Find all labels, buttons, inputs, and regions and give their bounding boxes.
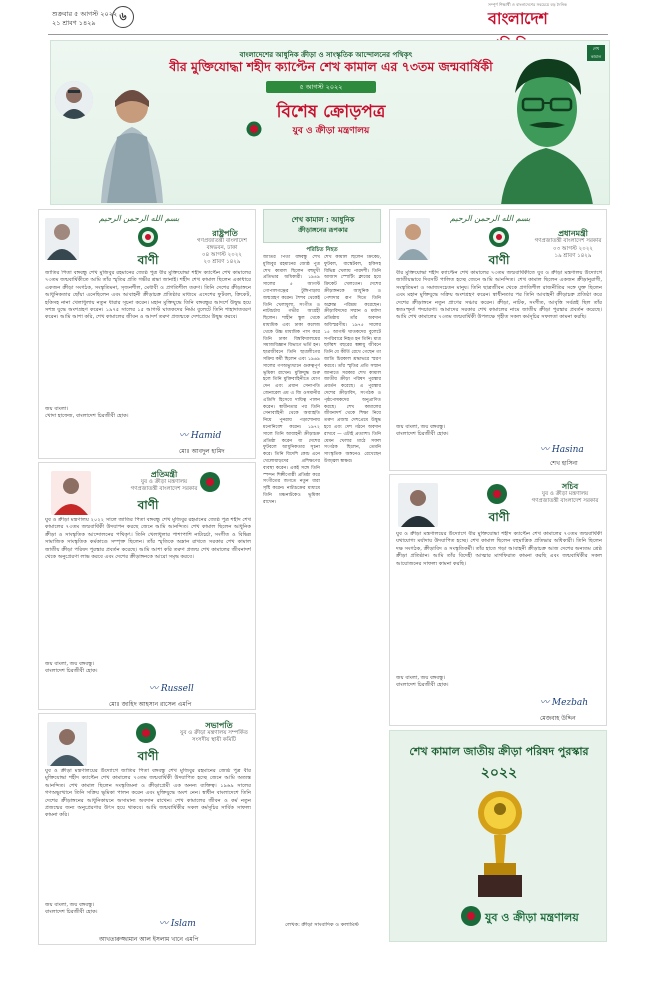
logo-text: বাংলাদেশ: [488, 9, 548, 28]
award-year: ২০২২: [480, 765, 518, 781]
award-title: শেখ কামাল জাতীয় ক্রীড়া পরিষদ পুরস্কার: [409, 745, 589, 758]
minister-heading: বাণী: [137, 498, 159, 512]
president-date: ০৪ আগস্ট ২০২২ ২০ শ্রাবণ ১৪২৯: [202, 252, 242, 265]
secretary-role: সচিব: [561, 482, 579, 491]
president-photo: [45, 218, 79, 260]
supplement-banner: [50, 40, 610, 205]
ministry-emblem-icon: [460, 905, 482, 931]
article-column-2: শেখ কামাল ছিলেন ক্রিকেট, ফুটবল, বাস্কেটবল, হকিসহ বিভিন্ন খেলায় পারদর্শী। তিনি আজাদ স্পোর্টিং ক্লাবের হয়ে ক্রিকেট খেলতেন। দেশের ক্রীড়াঙ্গনকে আধুনিক ও পেশাদার রূপ দিতে তিনি অক্লান্ত পরিশ্রম করেছেন। ক্রীড়াবিদদের সম্মান ও মর্যাদা প্রতিষ্ঠায় তাঁর অবদান অবিস্মরণীয়। ১৯৭৫ সালের ১৫ আগস্ট ঘাতকদের বুলেটে সপরিবারে নিহত হন তিনি। মাত্র ছাব্বিশ বছরের স্বল্পায়ু জীবনে তিনি যে কীর্তি রেখে গেছেন তা জাতি চিরকাল শ্রদ্ধাভরে স্মরণ করবে। তাঁর স্মৃতির প্রতি সম্মান জানাতে সরকার শেখ কামাল জাতীয় ক্রীড়া পরিষদ পুরস্কার প্রবর্তন করেছে। এ পুরস্কার দেশের ক্রীড়াবিদ, সংগঠক ও পৃষ্ঠপোষকদের অনুপ্রাণিত করছে। শেখ কামালের জীবনাদর্শ থেকে শিক্ষা নিয়ে তরুণ প্রজন্ম দেশপ্রেমে উদ্বুদ্ধ হবে এবং দেশ গঠনে অবদান রাখবে — এটাই প্রত্যাশা। তিনি যেমন খেলার মাঠে সফল সংগঠক ছিলেন, তেমনি সাংস্কৃতিক অঙ্গনেও রেখেছেন উজ্জ্বল স্বাক্ষর।: [324, 255, 381, 464]
article-byline: পরিচিত নিহত: [306, 247, 338, 253]
article-header: [263, 209, 381, 243]
secretary-body: যুব ও ক্রীড়া মন্ত্রণালয়ের উদ্যোগে বীর মুক্তিযোদ্ধা শহীদ ক্যাপ্টেন শেখ কামালের ৭৩তম জন্মবার্ষিকী যথাযোগ্য মর্যাদায় উদযাপিত হচ্ছে। শেখ কামাল ছিলেন বহুমাত্রিক প্রতিভার অধিকারী। তিনি ছিলেন দক্ষ সংগঠক, ক্রীড়াবিদ ও সংস্কৃতিকর্মী। তাঁর হাতে গড়া আবাহনী ক্রীড়াচক্র আজ দেশের অন্যতম শ্রেষ্ঠ ক্রীড়া প্রতিষ্ঠান। আমি তাঁর বিদেহী আত্মার মাগফিরাত কামনা করছি এবং জন্মবার্ষিকীর সকল আয়োজনের সাফল্য কামনা করছি।: [396, 531, 602, 567]
masthead-divider: [48, 34, 608, 35]
secretary-message: [389, 474, 607, 726]
pm-date: ০৩ আগস্ট ২০২২ ১৯ শ্রাবণ ১৪২৯: [553, 246, 593, 259]
secretary-heading: বাণী: [488, 510, 510, 524]
secretary-photo: [398, 483, 438, 527]
president-body: জাতির পিতা বঙ্গবন্ধু শেখ মুজিবুর রহমানের জ্যেষ্ঠ পুত্র বীর মুক্তিযোদ্ধা শহীদ ক্যাপ্টেন শেখ কামালের ৭৩তম জন্মবার্ষিকীতে আমি তাঁর স্মৃতির প্রতি গভীর শ্রদ্ধা জানাই। শহীদ শেখ কামাল ছিলেন একাধারে একজন ক্রীড়া সংগঠক, সংস্কৃতিমনা, সৃজনশীল, মেধাবী ও প্রগতিশীল তরুণ। তিনি দেশের ক্রীড়াঙ্গনে আধুনিকতার ছোঁয়া এনেছিলেন এবং আবাহনী ক্রীড়াচক্র প্রতিষ্ঠার মাধ্যমে এদেশের ফুটবল, ক্রিকেট, হকিসহ নানা খেলাধুলায় নতুন ধারার সূচনা করেন। মহান মুক্তিযুদ্ধে তিনি বঙ্গবন্ধুর আদর্শে উদ্বুদ্ধ হয়ে সশস্ত্র যুদ্ধে অংশগ্রহণ করেন। ১৯৭৫ সালের ১৫ আগস্ট ঘাতকদের নির্মম বুলেটে তিনি শাহাদাতবরণ করেন। আমি আশা করি, শেখ কামালের জীবন ও আদর্শ তরুণ প্রজন্মকে দেশপ্রেমে উদ্বুদ্ধ করবে।: [45, 270, 251, 321]
article-title-line2: ক্রীড়াঙ্গনের রূপকার: [298, 226, 348, 234]
president-closing: জয় বাংলা। খোদা হাফেজ, বাংলাদেশ চিরজীবী হোক।: [45, 406, 129, 420]
president-calligraphy: بسم الله الرحمن الرحيم: [99, 214, 180, 223]
pm-signature: 〰 Hasina: [540, 445, 584, 455]
president-role: রাষ্ট্রপতি: [212, 229, 238, 238]
page-number: ৬: [112, 6, 134, 28]
president-subrole: গণপ্রজাতন্ত্রী বাংলাদেশ বঙ্গভবন, ঢাকা: [197, 238, 247, 251]
banner-subtitle: বাংলাদেশের আধুনিক ক্রীড়া ও সাংস্কৃতিক আন্দোলনের পথিকৃৎ: [239, 51, 413, 59]
minister-body: যুব ও ক্রীড়া মন্ত্রণালয় ২০২২ সালে জাতির পিতা বঙ্গবন্ধু শেখ মুজিবুর রহমানের জ্যেষ্ঠ পুত্র শহীদ শেখ কামালের ৭৩তম জন্মবার্ষিকী উদযাপন করছে জেনে আমি আনন্দিত। শেখ কামাল ছিলেন আধুনিক ক্রীড়া ও সাংস্কৃতিক আন্দোলনের পথিকৃৎ। তিনি খেলাধুলার পাশাপাশি নাট্যচর্চা, সংগীত ও বিভিন্ন সামাজিক সাংস্কৃতিক কর্মকাণ্ডে সম্পৃক্ত ছিলেন। তাঁর স্মৃতিকে অম্লান রাখতে সরকার শেখ কামাল জাতীয় ক্রীড়া পরিষদ পুরস্কার প্রবর্তন করেছে। আমি আশা করি তরুণ প্রজন্ম শেখ কামালের জীবনাদর্শ থেকে অনুপ্রেরণা লাভ করবে এবং দেশের ক্রীড়াঙ্গনকে আরো সমৃদ্ধ করবে।: [45, 517, 251, 561]
chairman-closing: জয় বাংলা, জয় বঙ্গবন্ধু। বাংলাদেশ চিরজীবী হোক।: [45, 902, 98, 916]
secretary-signatory: মেজবাহ উদ্দিন: [540, 715, 576, 722]
minister-photo: [51, 471, 91, 515]
president-portrait: [55, 81, 93, 119]
chairman-message: [38, 713, 256, 945]
pm-portrait: [97, 77, 167, 203]
chairman-signature: 〰 Islam: [159, 919, 196, 929]
pm-seal-icon: [488, 226, 510, 252]
chairman-seal-icon: [135, 722, 157, 748]
newspaper-logo: [488, 2, 598, 30]
chairman-role: সভাপতি: [205, 721, 233, 730]
president-signatory: মোঃ আবদুল হামিদ: [179, 448, 225, 455]
logo-tagline: সম্পূর্ণ শিক্ষার্থী ও বাংলাদেশের সবচেয়ে বড় দৈনিক: [488, 2, 567, 7]
banner-title: বীর মুক্তিযোদ্ধা শহীদ ক্যাপ্টেন শেখ কামাল এর ৭৩তম জন্মবার্ষিকী: [169, 59, 493, 74]
chairman-signatory: আখতারুজ্জামান আল ইসলাম খানে এমপি: [99, 936, 199, 943]
article-column-1: জাতির পিতা বঙ্গবন্ধু শেখ মুজিবুর রহমানের জ্যেষ্ঠ পুত্র শেখ কামাল ছিলেন বহুমুখী প্রতিভার অধিকারী। ১৯৪৯ সালের ৫ আগস্ট গোপালগঞ্জের টুঙ্গিপাড়ায় জন্মগ্রহণ করেন। শৈশব থেকেই তিনি খেলাধুলা, সংগীত ও নাট্যচর্চায় গভীর আগ্রহী ছিলেন। শাহীন স্কুল থেকে মাধ্যমিক এবং ঢাকা কলেজ থেকে উচ্চ মাধ্যমিক পাস করে তিনি ঢাকা বিশ্ববিদ্যালয়ের সমাজবিজ্ঞান বিভাগে ভর্তি হন। ছাত্রজীবনে তিনি ছাত্রলীগের সক্রিয় কর্মী ছিলেন এবং ১৯৬৯ সালের গণঅভ্যুত্থানে গুরুত্বপূর্ণ ভূমিকা রাখেন। মুক্তিযুদ্ধ শুরু হলে তিনি মুক্তিবাহিনীতে যোগ দেন এবং প্রধান সেনাপতি জেনারেল এম এ জি ওসমানীর এডিসি হিসেবে দায়িত্ব পালন করেন। স্বাধীনতার পর তিনি সেনাবাহিনী থেকে অব্যাহতি নিয়ে পুনরায় পড়াশোনায় মনোনিবেশ করেন। ১৯৭২ সালে তিনি আবাহনী ক্রীড়াচক্র প্রতিষ্ঠা করেন যা দেশের ফুটবলে আধুনিকতার সূচনা করে। তিনি বিদেশি কোচ এনে খেলোয়াড়দের প্রশিক্ষণের ব্যবস্থা করেন। একই সঙ্গে তিনি স্পন্দন শিল্পীগোষ্ঠী প্রতিষ্ঠা করে সংগীতের জগতে নতুন ধারা সৃষ্টি করেন। নাট্যচক্রের মাধ্যমে তিনি মঞ্চনাটকেও ভূমিকা রাখেন।: [263, 255, 320, 505]
minister-role: প্রতিমন্ত্রী: [150, 470, 178, 479]
pm-subrole: গণপ্রজাতন্ত্রী বাংলাদেশ সরকার: [534, 238, 602, 244]
secretary-signature: 〰 Mezbah: [540, 698, 589, 708]
pm-message: [389, 209, 607, 471]
secretary-seal-icon: [486, 483, 508, 509]
date-line-bengali: ২১ শ্রাবণ ১৪২৯: [52, 19, 96, 27]
date-line-gregorian: শুক্রবার ৫ আগস্ট ২০২২: [52, 10, 118, 18]
president-message: [38, 209, 256, 459]
issue-date: [52, 10, 117, 28]
minister-signatory: মোঃ জাহিদ আহসান রাসেল এমপি: [109, 701, 192, 708]
special-supplement-title: বিশেষ ক্রোড়পত্র: [276, 102, 386, 122]
banner-ministry: যুব ও ক্রীড়া মন্ত্রণালয়: [292, 126, 370, 136]
minister-seal-icon: [199, 471, 221, 497]
pm-photo: [396, 218, 430, 260]
government-emblem-icon: [246, 121, 262, 137]
minister-closing: জয় বাংলা, জয় বঙ্গবন্ধু। বাংলাদেশ চিরজীবী হোক।: [45, 661, 98, 675]
president-seal-icon: [137, 226, 159, 252]
pm-signatory: শেখ হাসিনা: [550, 460, 578, 467]
minister-message: [38, 462, 256, 710]
pm-calligraphy: بسم الله الرحمن الرحيم: [450, 214, 531, 223]
president-signature: 〰 Hamid: [179, 431, 222, 441]
masthead: [0, 0, 650, 38]
banner-date: ৫ আগস্ট ২০২২: [266, 81, 376, 93]
secretary-closing: জয় বাংলা, জয় বঙ্গবন্ধু। বাংলাদেশ চিরজীবী হোক।: [396, 675, 449, 689]
trophy-icon: [468, 783, 532, 903]
minister-signature: 〰 Russell: [149, 684, 194, 694]
sheikh-kamal-illustration: [481, 43, 610, 205]
article-title: শেখ কামাল : আধুনিক: [291, 216, 355, 224]
chairman-body: যুব ও ক্রীড়া মন্ত্রণালয়ের উদ্যোগে জাতির পিতা বঙ্গবন্ধু শেখ মুজিবুর রহমানের জ্যেষ্ঠ পুত্র বীর মুক্তিযোদ্ধা শহীদ ক্যাপ্টেন শেখ কামালের ৭৩তম জন্মবার্ষিকী উদযাপিত হচ্ছে জেনে আমি অত্যন্ত আনন্দিত। শেখ কামাল ছিলেন সংস্কৃতিমনা ও ক্রীড়াপ্রেমী এক অনন্য ব্যক্তিত্ব। ১৯৬৯ সালের গণঅভ্যুত্থানে তিনি সক্রিয় ভূমিকা পালন করেন এবং মুক্তিযুদ্ধে অংশ নেন। স্বাধীন বাংলাদেশে তিনি দেশের ক্রীড়াঙ্গনের আধুনিকায়নে অসামান্য অবদান রাখেন। শেখ কামালের জীবন ও কর্ম নতুন প্রজন্মের জন্য অনুপ্রেরণার উৎস হয়ে থাকবে। আমি জন্মবার্ষিকীর সকল কর্মসূচির সার্বিক সাফল্য কামনা করি।: [45, 768, 251, 819]
chairman-subrole: যুব ও ক্রীড়া মন্ত্রণালয় সম্পর্কিত সংসদীয় স্থায়ী কমিটি: [180, 730, 248, 743]
chairman-heading: বাণী: [137, 749, 159, 763]
pm-role: প্রধানমন্ত্রী: [558, 229, 588, 238]
chairman-photo: [47, 722, 87, 766]
banner-tag: শেখ কামাল: [587, 45, 605, 61]
award-ministry: যুব ও ক্রীড়া মন্ত্রণালয়: [485, 911, 579, 924]
pm-heading: বাণী: [488, 253, 510, 267]
award-advertisement: [389, 730, 607, 942]
minister-subrole: যুব ও ক্রীড়া মন্ত্রণালয় গণপ্রজাতন্ত্রী বাংলাদেশ সরকার: [130, 479, 198, 492]
pm-body: বীর মুক্তিযোদ্ধা শহীদ ক্যাপ্টেন শেখ কামালের ৭৩তম জন্মবার্ষিকীতে যুব ও ক্রীড়া মন্ত্রণালয় উদ্যোগে জাতীয়ভাবে দিবসটি পালিত হচ্ছে জেনে আমি আনন্দিত। শেখ কামাল ছিলেন একজন ক্রীড়ানুরাগী, সংস্কৃতিমনা ও সমাজসচেতন মানুষ। তিনি ছাত্রজীবন থেকে প্রগতিশীল রাজনীতির সঙ্গে যুক্ত ছিলেন এবং মহান মুক্তিযুদ্ধে সক্রিয় অংশগ্রহণ করেন। স্বাধীনতার পর তিনি আবাহনী ক্রীড়াচক্র প্রতিষ্ঠা করে দেশের ক্রীড়াঙ্গনে নতুন প্রাণের সঞ্চার করেন। ক্রীড়া, নাটক, সংগীত, আবৃত্তি সর্বত্রই ছিল তাঁর স্বতঃস্ফূর্ত পদচারণা। আমাদের সরকার শেখ কামালের নামে জাতীয় ক্রীড়া পুরস্কার প্রবর্তন করেছে। আমি শেখ কামালের ৭৩তম জন্মবার্ষিকী উপলক্ষে গৃহীত সকল কর্মসূচির সফলতা কামনা করছি।: [396, 270, 602, 321]
article-footer: লেখক: ক্রীড়া সাংবাদিক ও কলামিস্ট: [285, 922, 359, 928]
president-heading: বাণী: [137, 253, 159, 267]
pm-closing: জয় বাংলা, জয় বঙ্গবন্ধু। বাংলাদেশ চিরজীবী হোক।: [396, 424, 449, 438]
secretary-subrole: যুব ও ক্রীড়া মন্ত্রণালয় গণপ্রজাতন্ত্রী বাংলাদেশ সরকার: [531, 491, 599, 504]
